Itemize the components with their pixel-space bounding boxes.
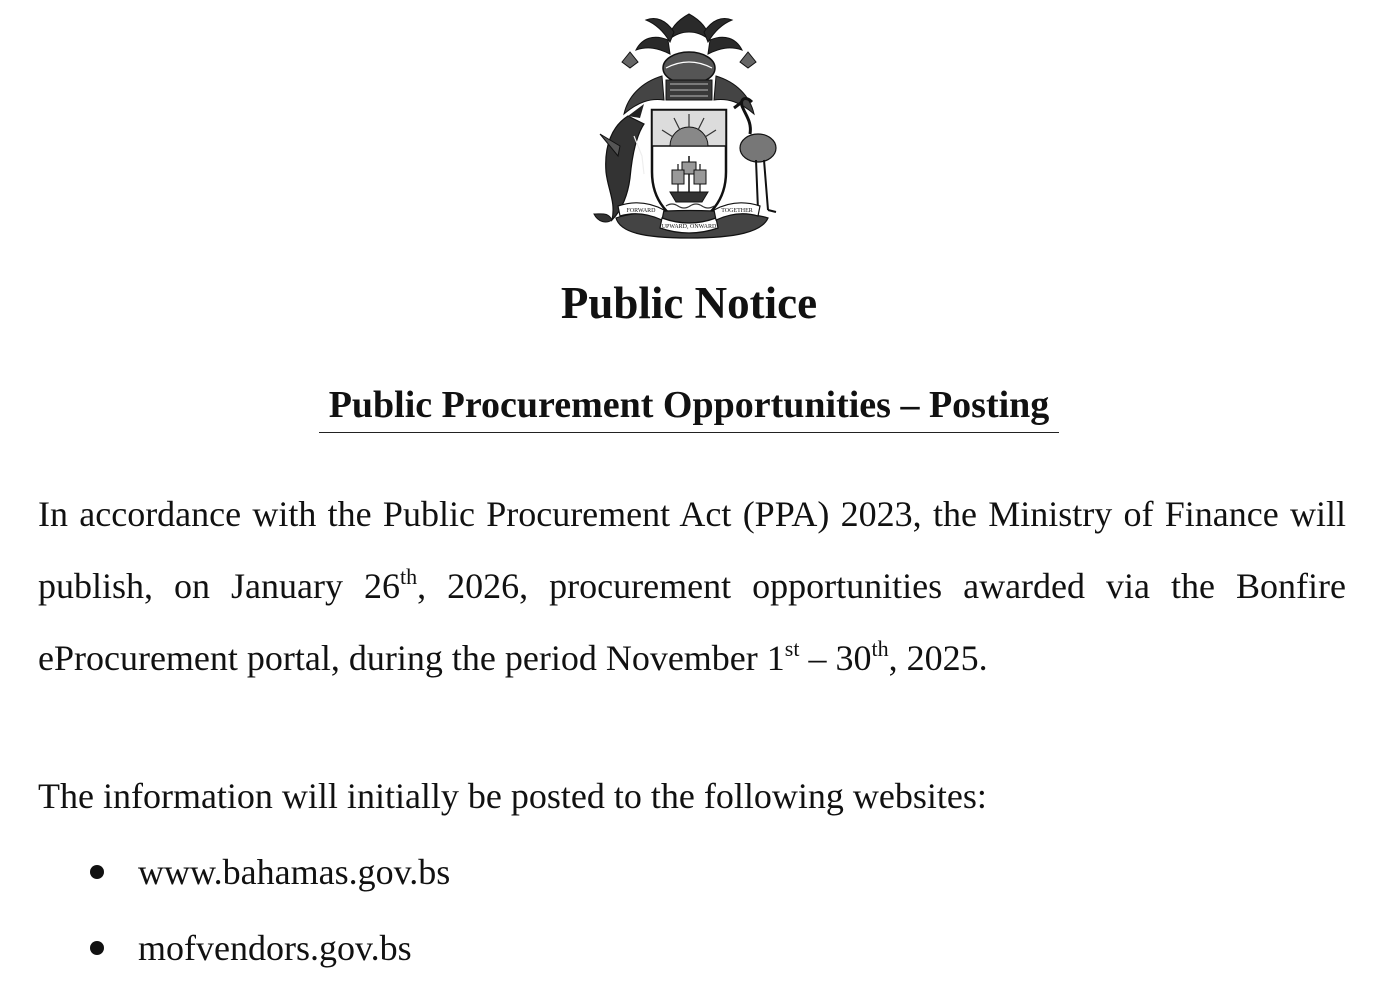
ordinal-suffix-2: st xyxy=(784,636,800,661)
bullet-icon xyxy=(90,941,104,955)
websites-intro: The information will initially be posted to the following websites: xyxy=(38,776,987,816)
list-item xyxy=(38,842,450,918)
notice-subtitle: Public Procurement Opportunities – Posting xyxy=(319,382,1060,433)
page-title: Public Notice xyxy=(560,278,818,328)
bullet-icon xyxy=(90,865,104,879)
notice-paragraph xyxy=(38,478,1346,694)
coat-of-arms-emblem xyxy=(582,6,796,242)
ordinal-suffix-1: th xyxy=(400,564,418,589)
crest-motto-left: FORWARD xyxy=(626,208,656,214)
website-link[interactable]: www.bahamas.gov.bs xyxy=(138,852,451,892)
crest-motto-center: UPWARD, ONWARD xyxy=(661,224,717,230)
website-link[interactable]: mofvendors.gov.bs xyxy=(138,928,412,968)
crest-motto-right: TOGETHER xyxy=(721,208,753,214)
paragraph-text-3: – 30 xyxy=(799,638,872,678)
list-item xyxy=(38,918,450,994)
paragraph-text-1: In accordance with the Public Procurement Act (PPA) 2023, the Ministry of Finance will publish, on January 26 xyxy=(38,494,1346,606)
paragraph-text-2: , 2026, procurement opportunities awarded via the Bonfire eProcurement portal, during the period November 1 xyxy=(38,566,1346,678)
subtitle-container xyxy=(0,382,1378,433)
paragraph-text-4: , 2025. xyxy=(888,638,988,678)
websites-list xyxy=(38,842,450,994)
ordinal-suffix-3: th xyxy=(871,636,889,661)
